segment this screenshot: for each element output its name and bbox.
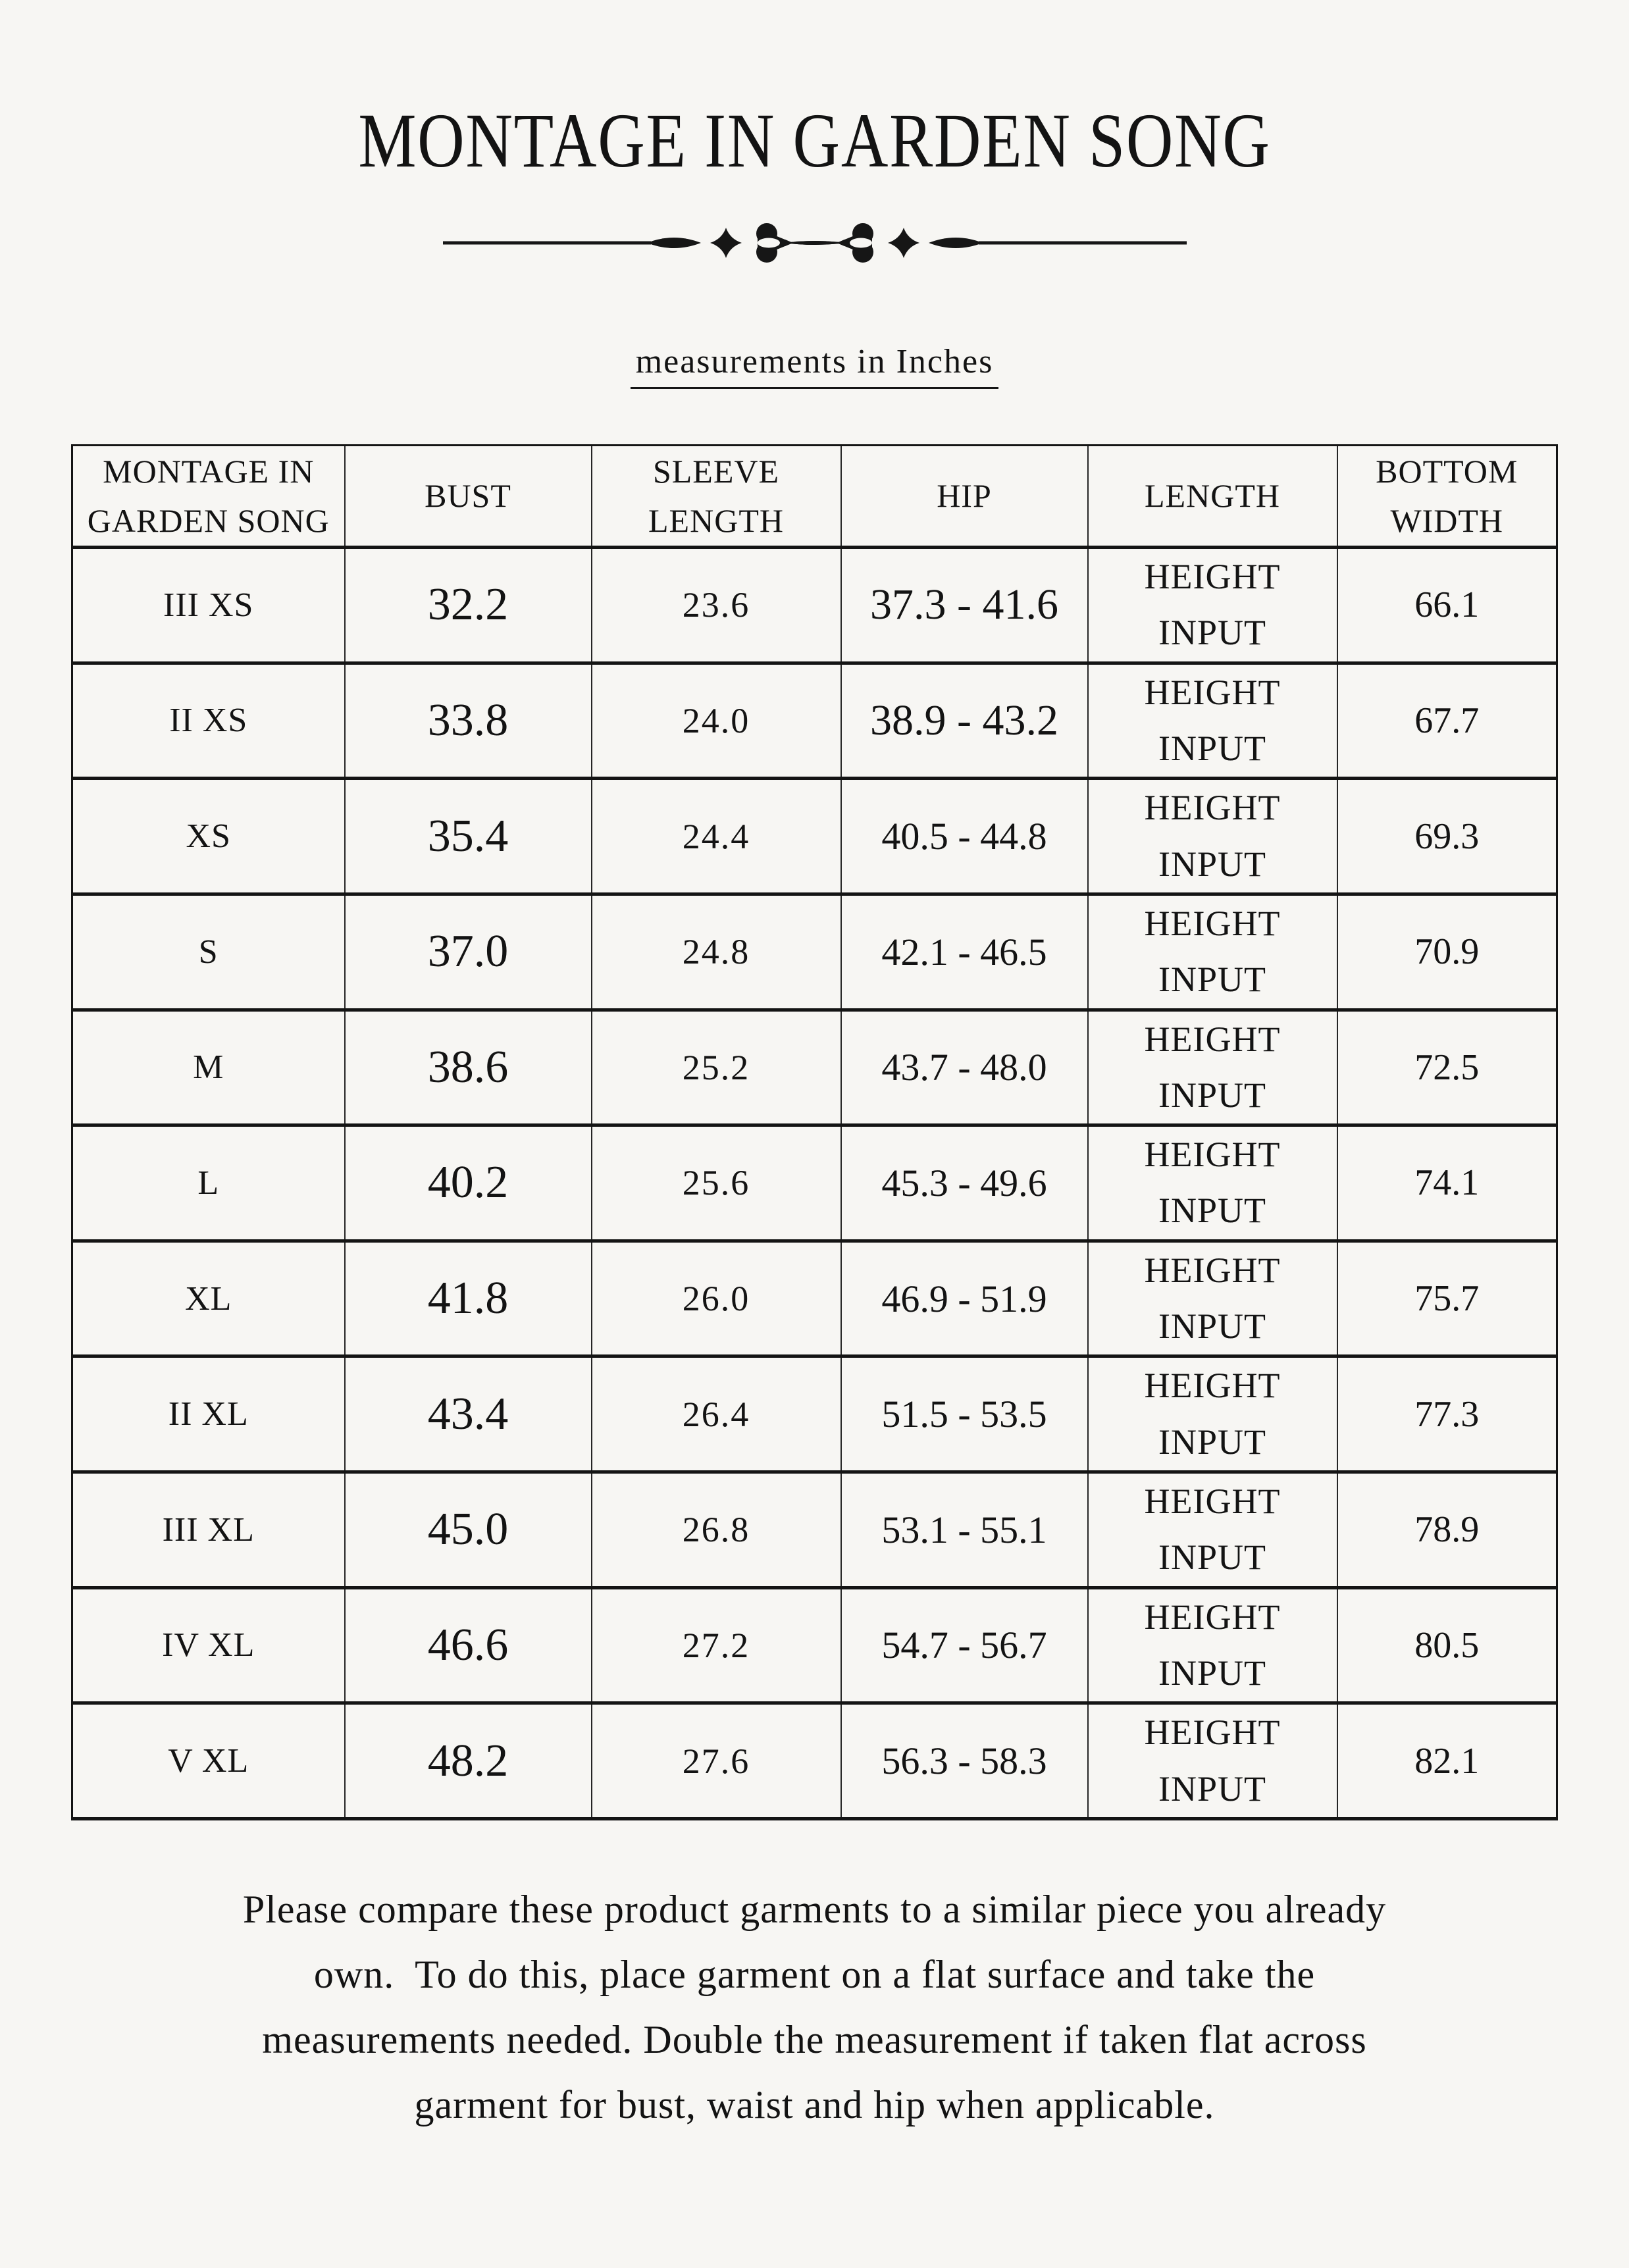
cell-size: S [72, 894, 345, 1010]
cell-sleeve-length: 24.4 [592, 779, 841, 894]
page-title: MONTAGE IN GARDEN SONG [358, 97, 1271, 184]
table-header-row [72, 446, 1557, 548]
cell-size: II XL [72, 1356, 345, 1472]
table-row [72, 1703, 1557, 1819]
cell-bottom-width: 74.1 [1337, 1125, 1557, 1241]
column-header-size: MONTAGE IN GARDEN SONG [72, 446, 345, 548]
footer-line: garment for bust, waist and hip when applicable. [414, 2082, 1215, 2126]
cell-sleeve-length: 25.2 [592, 1010, 841, 1125]
cell-bust: 35.4 [345, 779, 592, 894]
cell-bust: 45.0 [345, 1472, 592, 1588]
cell-hip: 43.7 - 48.0 [841, 1010, 1088, 1125]
cell-length: HEIGHT INPUT [1088, 1356, 1337, 1472]
cell-hip: 54.7 - 56.7 [841, 1587, 1088, 1703]
cell-size: XS [72, 779, 345, 894]
table-row [72, 1587, 1557, 1703]
column-header-length: LENGTH [1088, 446, 1337, 548]
table-row [72, 1010, 1557, 1125]
table-row [72, 894, 1557, 1010]
cell-length: HEIGHT INPUT [1088, 894, 1337, 1010]
cell-bottom-width: 77.3 [1337, 1356, 1557, 1472]
cell-bottom-width: 82.1 [1337, 1703, 1557, 1819]
cell-bottom-width: 66.1 [1337, 548, 1557, 663]
page-root [0, 96, 1629, 2138]
cell-bottom-width: 80.5 [1337, 1587, 1557, 1703]
cell-bust: 33.8 [345, 663, 592, 779]
footer-note [0, 1877, 1629, 2138]
cell-hip: 53.1 - 55.1 [841, 1472, 1088, 1588]
cell-length: HEIGHT INPUT [1088, 1010, 1337, 1125]
subtitle-row [0, 342, 1629, 381]
cell-size: V XL [72, 1703, 345, 1819]
cell-size: IV XL [72, 1587, 345, 1703]
measurements-unit-label: measurements in Inches [631, 343, 999, 389]
cell-bust: 46.6 [345, 1587, 592, 1703]
cell-length: HEIGHT INPUT [1088, 1125, 1337, 1241]
cell-bust: 43.4 [345, 1356, 592, 1472]
cell-bust: 41.8 [345, 1241, 592, 1356]
cell-sleeve-length: 25.6 [592, 1125, 841, 1241]
cell-bust: 32.2 [345, 548, 592, 663]
column-header-bottom-width: BOTTOM WIDTH [1337, 446, 1557, 548]
cell-sleeve-length: 27.6 [592, 1703, 841, 1819]
cell-length: HEIGHT INPUT [1088, 779, 1337, 894]
table-row [72, 663, 1557, 779]
cell-bust: 37.0 [345, 894, 592, 1010]
table-row [72, 548, 1557, 663]
table-row [72, 779, 1557, 894]
column-header-hip: HIP [841, 446, 1088, 548]
cell-length: HEIGHT INPUT [1088, 548, 1337, 663]
ornament-divider [0, 222, 1629, 265]
cell-bottom-width: 75.7 [1337, 1241, 1557, 1356]
cell-hip: 56.3 - 58.3 [841, 1703, 1088, 1819]
table-row [72, 1125, 1557, 1241]
cell-size: XL [72, 1241, 345, 1356]
cell-hip: 46.9 - 51.9 [841, 1241, 1088, 1356]
cell-bust: 40.2 [345, 1125, 592, 1241]
cell-length: HEIGHT INPUT [1088, 1241, 1337, 1356]
cell-bottom-width: 69.3 [1337, 779, 1557, 894]
cell-bust: 38.6 [345, 1010, 592, 1125]
cell-sleeve-length: 24.0 [592, 663, 841, 779]
cell-sleeve-length: 23.6 [592, 548, 841, 663]
cell-sleeve-length: 27.2 [592, 1587, 841, 1703]
cell-sleeve-length: 26.0 [592, 1241, 841, 1356]
table-row [72, 1356, 1557, 1472]
cell-size: M [72, 1010, 345, 1125]
column-header-bust: BUST [345, 446, 592, 548]
table-row [72, 1472, 1557, 1588]
cell-hip: 38.9 - 43.2 [841, 663, 1088, 779]
cell-hip: 40.5 - 44.8 [841, 779, 1088, 894]
cell-hip: 42.1 - 46.5 [841, 894, 1088, 1010]
cell-size: II XS [72, 663, 345, 779]
cell-length: HEIGHT INPUT [1088, 663, 1337, 779]
cell-sleeve-length: 24.8 [592, 894, 841, 1010]
cell-bottom-width: 70.9 [1337, 894, 1557, 1010]
cell-size: III XL [72, 1472, 345, 1588]
cell-bottom-width: 72.5 [1337, 1010, 1557, 1125]
cell-hip: 37.3 - 41.6 [841, 548, 1088, 663]
cell-bottom-width: 78.9 [1337, 1472, 1557, 1588]
cell-length: HEIGHT INPUT [1088, 1703, 1337, 1819]
cell-bust: 48.2 [345, 1703, 592, 1819]
cell-size: L [72, 1125, 345, 1241]
cell-size: III XS [72, 548, 345, 663]
footer-line: own. To do this, place garment on a flat surface and take the [313, 1952, 1316, 1996]
cell-sleeve-length: 26.8 [592, 1472, 841, 1588]
ornament-divider-icon [443, 222, 1187, 265]
cell-length: HEIGHT INPUT [1088, 1587, 1337, 1703]
footer-line: measurements needed. Double the measurement if taken flat across [262, 2017, 1367, 2061]
size-chart-table [71, 444, 1558, 1820]
cell-bottom-width: 67.7 [1337, 663, 1557, 779]
footer-line: Please compare these product garments to a similar piece you already [242, 1887, 1387, 1931]
cell-hip: 45.3 - 49.6 [841, 1125, 1088, 1241]
column-header-sleeve-length: SLEEVE LENGTH [592, 446, 841, 548]
table-row [72, 1241, 1557, 1356]
cell-length: HEIGHT INPUT [1088, 1472, 1337, 1588]
cell-hip: 51.5 - 53.5 [841, 1356, 1088, 1472]
cell-sleeve-length: 26.4 [592, 1356, 841, 1472]
